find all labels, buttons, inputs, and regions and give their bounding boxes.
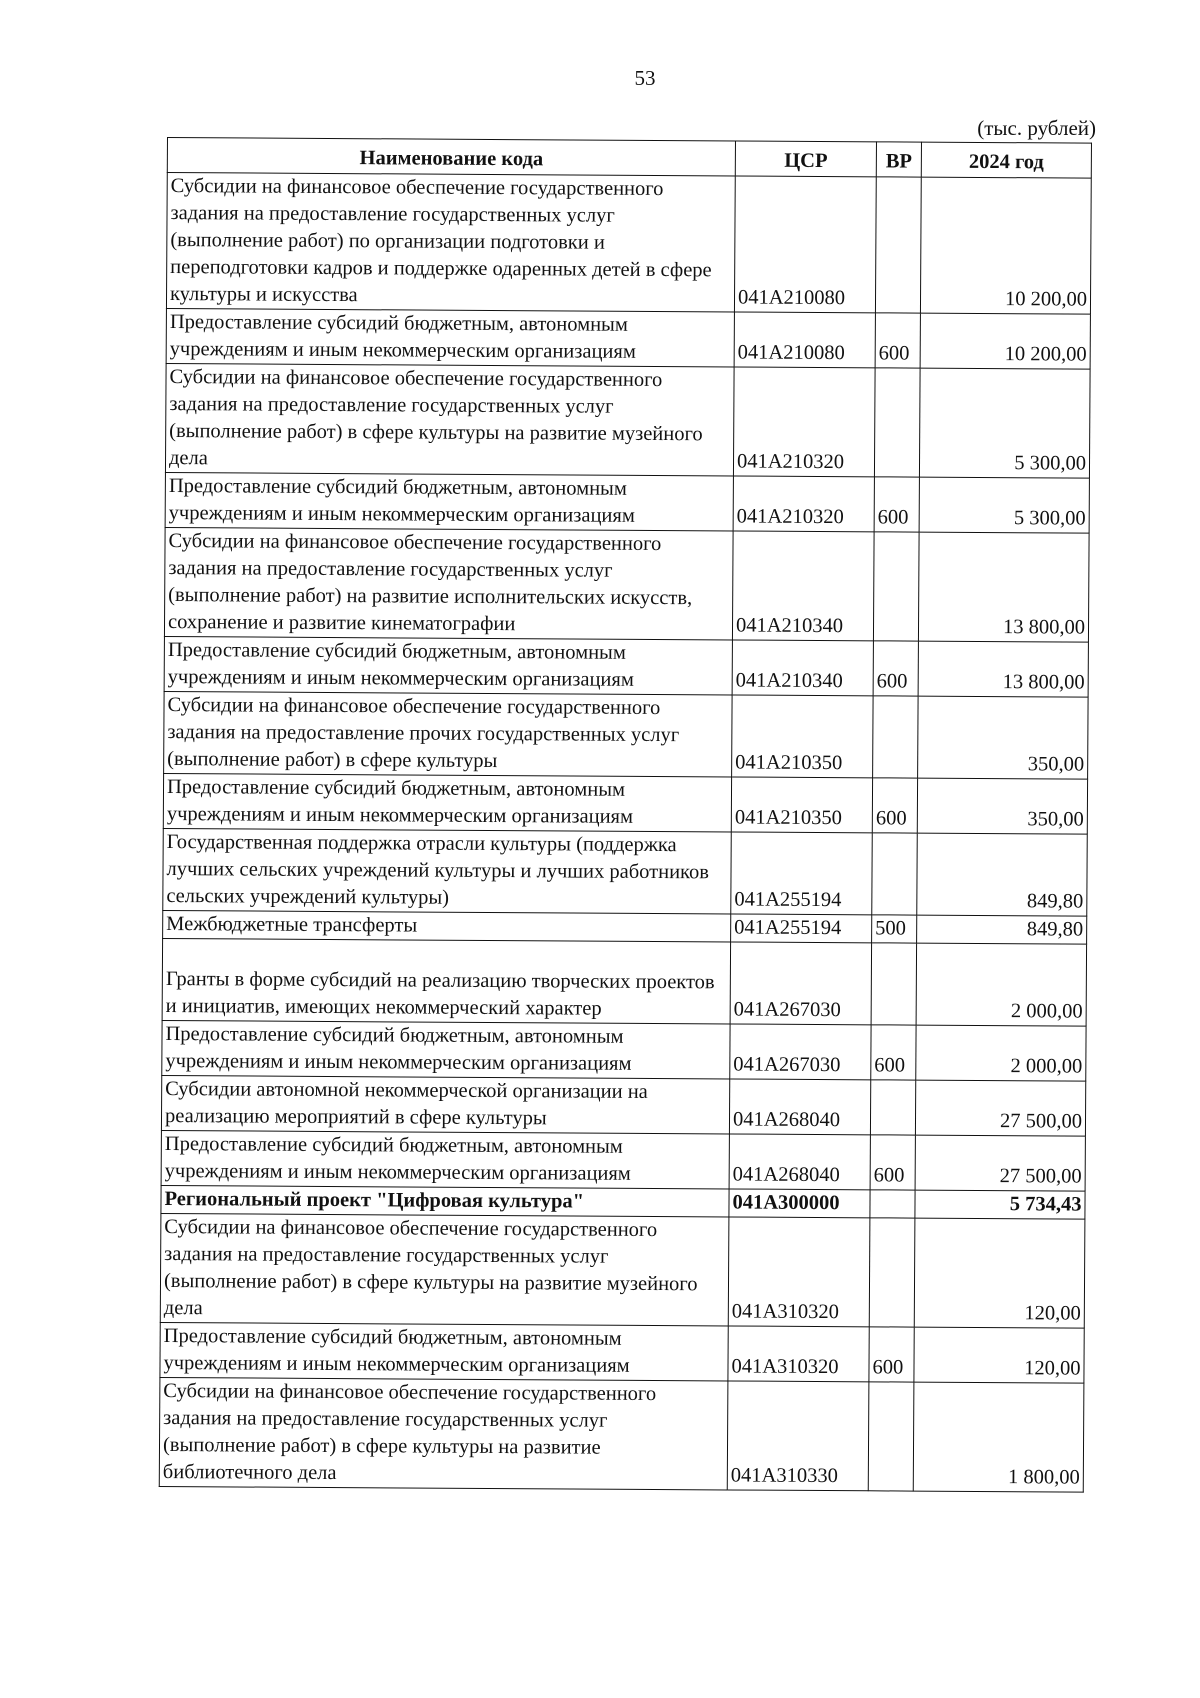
cell-amount: 27 500,00 xyxy=(915,1135,1085,1191)
header-name: Наименование кода xyxy=(167,138,735,176)
cell-name: Предоставление субсидий бюджетным, автономным учреждениям и иным некоммерческим организациям xyxy=(166,308,734,366)
table-row xyxy=(163,773,1087,834)
table-row xyxy=(165,472,1089,533)
cell-csr: 041A210080 xyxy=(734,312,875,368)
cell-amount: 1 800,00 xyxy=(913,1382,1084,1492)
cell-vr xyxy=(874,368,920,477)
table-row xyxy=(166,173,1091,315)
cell-vr xyxy=(875,177,921,313)
cell-csr: 041A255194 xyxy=(731,832,872,915)
table-row xyxy=(160,1322,1084,1383)
cell-vr xyxy=(872,833,918,915)
cell-csr: 041A255194 xyxy=(731,914,872,943)
cell-vr: 600 xyxy=(870,1135,915,1190)
cell-name: Субсидии на финансовое обеспечение государственного задания на предоставление государственных услуг (выполнение работ) на развитие исполнительских искусств, сохранение и развитие кинематографии xyxy=(164,527,733,639)
table-row xyxy=(164,527,1089,642)
cell-vr: 500 xyxy=(872,915,917,943)
table-row xyxy=(162,1020,1086,1081)
table-row xyxy=(165,363,1090,478)
table-row xyxy=(163,828,1087,916)
header-csr: ЦСР xyxy=(735,141,876,177)
cell-amount: 120,00 xyxy=(914,1327,1084,1383)
cell-amount: 10 200,00 xyxy=(920,313,1090,369)
cell-csr: 041A268040 xyxy=(729,1079,870,1135)
cell-csr: 041A210320 xyxy=(733,476,874,532)
cell-amount: 5 300,00 xyxy=(919,477,1089,533)
cell-vr xyxy=(871,943,917,1025)
cell-vr xyxy=(873,532,919,641)
cell-name: Субсидии на финансовое обеспечение государственного задания на предоставление государственных услуг (выполнение работ) в сфере культуры на развитие музейного дела xyxy=(165,363,734,475)
cell-vr: 600 xyxy=(873,641,918,696)
cell-name: Субсидии автономной некоммерческой организации на реализацию мероприятий в сфере культуры xyxy=(161,1075,729,1133)
cell-name: Предоставление субсидий бюджетным, автономным учреждениям и иным некоммерческим организациям xyxy=(160,1322,728,1380)
cell-amount: 27 500,00 xyxy=(915,1080,1085,1136)
cell-amount: 2 000,00 xyxy=(916,943,1086,1026)
cell-csr: 041A210080 xyxy=(734,176,876,313)
cell-name: Субсидии на финансовое обеспечение государственного задания на предоставление государственных услуг (выполнение работ) в сфере культуры на развитие библиотечного дела xyxy=(159,1377,728,1489)
cell-vr: 600 xyxy=(871,1025,916,1080)
table-row xyxy=(164,636,1088,697)
cell-csr: 041A210350 xyxy=(731,777,872,833)
cell-csr: 041A268040 xyxy=(729,1134,870,1190)
cell-amount: 120,00 xyxy=(914,1218,1085,1328)
cell-amount: 849,80 xyxy=(917,915,1087,944)
cell-name: Предоставление субсидий бюджетным, автономным учреждениям и иным некоммерческим организациям xyxy=(162,1020,730,1078)
cell-vr: 600 xyxy=(874,477,919,532)
cell-name: Предоставление субсидий бюджетным, автономным учреждениям и иным некоммерческим организациям xyxy=(164,636,732,694)
cell-name: Предоставление субсидий бюджетным, автономным учреждениям и иным некоммерческим организациям xyxy=(163,773,731,831)
cell-amount: 849,80 xyxy=(917,833,1087,916)
units-label: (тыс. рублей) xyxy=(977,116,1096,140)
cell-vr: 600 xyxy=(869,1327,914,1382)
cell-vr: 600 xyxy=(872,778,917,833)
table-row xyxy=(166,308,1090,369)
cell-vr xyxy=(870,1190,915,1218)
cell-vr xyxy=(873,696,919,778)
cell-amount: 13 800,00 xyxy=(918,641,1088,697)
table-row xyxy=(160,1213,1085,1328)
page-number: 53 xyxy=(634,66,656,90)
cell-name: Предоставление субсидий бюджетным, автономным учреждениям и иным некоммерческим организациям xyxy=(165,472,733,530)
cell-csr: 041A267030 xyxy=(730,942,871,1025)
table-row xyxy=(161,1130,1085,1191)
cell-csr: 041A210350 xyxy=(732,695,873,778)
table-row xyxy=(162,938,1086,1026)
cell-name: Региональный проект "Цифровая культура" xyxy=(161,1185,729,1216)
cell-csr: 041A210340 xyxy=(732,531,874,641)
header-year: 2024 год xyxy=(921,142,1091,178)
cell-amount: 2 000,00 xyxy=(916,1025,1086,1081)
cell-name: Субсидии на финансовое обеспечение государственного задания на предоставление государственных услуг (выполнение работ) в сфере культуры на развитие музейного дела xyxy=(160,1213,729,1325)
table-header-row xyxy=(167,138,1091,179)
cell-csr: 041A310320 xyxy=(728,1217,870,1327)
cell-vr xyxy=(869,1218,915,1327)
header-vr: ВР xyxy=(876,142,921,177)
cell-vr: 600 xyxy=(875,313,920,368)
cell-csr: 041A310320 xyxy=(728,1326,869,1382)
cell-name: Межбюджетные трансферты xyxy=(163,910,731,941)
cell-csr: 041A210320 xyxy=(733,367,875,477)
table-row xyxy=(161,1075,1085,1136)
cell-amount: 5 734,43 xyxy=(915,1190,1085,1219)
cell-name: Предоставление субсидий бюджетным, автономным учреждениям и иным некоммерческим организациям xyxy=(161,1130,729,1188)
budget-table xyxy=(159,137,1092,1493)
cell-amount: 13 800,00 xyxy=(918,532,1089,642)
cell-vr xyxy=(870,1080,915,1135)
cell-amount: 350,00 xyxy=(918,696,1088,779)
cell-name: Гранты в форме субсидий на реализацию творческих проектов и инициатив, имеющих некоммерческий характер xyxy=(162,938,730,1023)
cell-vr xyxy=(868,1382,914,1491)
table-row xyxy=(159,1377,1084,1492)
cell-name: Государственная поддержка отрасли культуры (поддержка лучших сельских учреждений культуры и лучших работников сельских учреждений культуры) xyxy=(163,828,731,913)
cell-name: Субсидии на финансовое обеспечение государственного задания на предоставление прочих государственных услуг (выполнение работ) в сфере культуры xyxy=(164,691,732,776)
cell-amount: 10 200,00 xyxy=(920,177,1091,314)
cell-csr: 041A300000 xyxy=(729,1189,870,1218)
cell-amount: 350,00 xyxy=(917,778,1087,834)
cell-amount: 5 300,00 xyxy=(919,368,1090,478)
cell-csr: 041A210340 xyxy=(732,640,873,696)
cell-name: Субсидии на финансовое обеспечение государственного задания на предоставление государственных услуг (выполнение работ) по организации подготовки и переподготовки кадров и поддержке одаренных детей в сфере культуры и искусства xyxy=(166,173,735,312)
table-row xyxy=(164,691,1088,779)
cell-csr: 041A310330 xyxy=(727,1381,869,1491)
cell-csr: 041A267030 xyxy=(730,1024,871,1080)
